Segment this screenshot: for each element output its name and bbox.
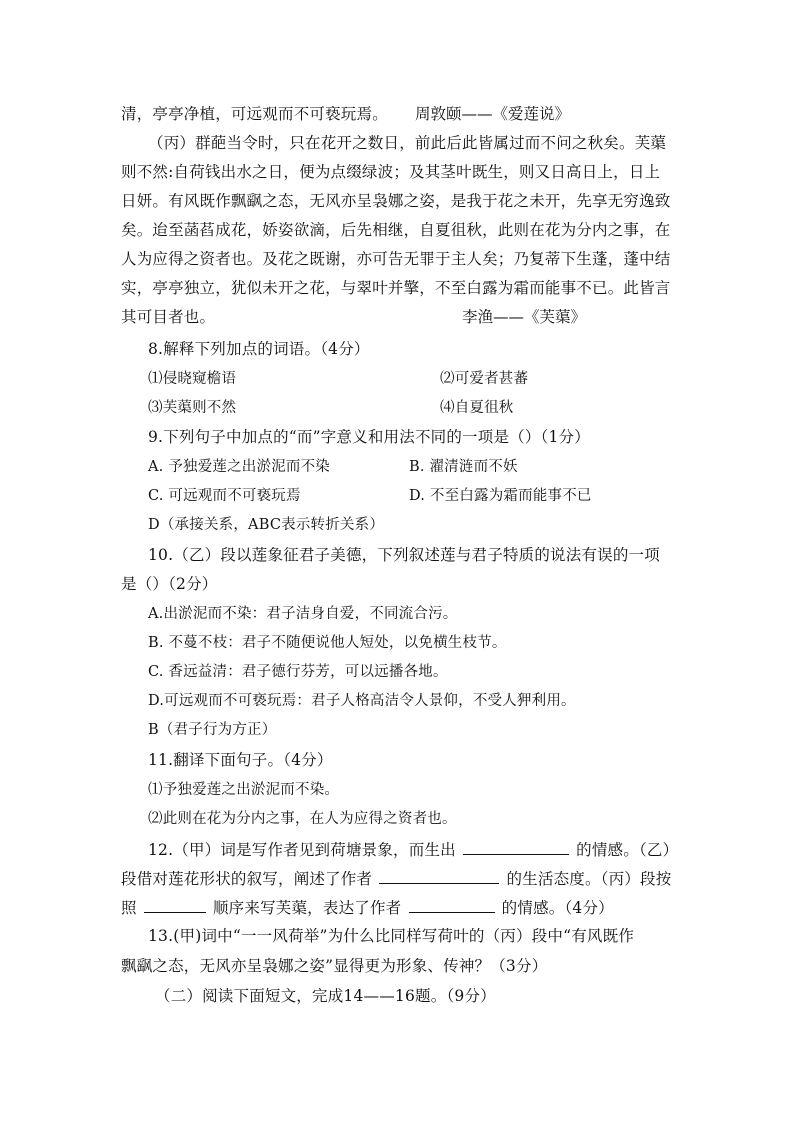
passage-line-8: 其可目者也。 bbox=[121, 308, 216, 326]
question-12-text-5: 照 bbox=[121, 899, 137, 917]
question-12-line-3 bbox=[121, 897, 614, 918]
question-9-option-b: B. 濯清涟而不妖 bbox=[409, 459, 518, 475]
question-10-option-a: A.出淤泥而不染：君子洁身自爱，不同流合污。 bbox=[148, 606, 458, 622]
answer-blank-1[interactable] bbox=[463, 839, 569, 855]
question-9-answer: D（承接关系，ABC表示转折关系） bbox=[148, 517, 385, 533]
question-8: 8.解释下列加点的词语。（4分） bbox=[148, 340, 370, 358]
question-13-line-2: 飘飖之态，无风亦呈袅娜之姿”显得更为形象、传神？（3分） bbox=[121, 957, 548, 975]
passage-line-7: 实，亭亭独立，犹似未开之花，与翠叶并擎，不至白露为霜而能事不已。此皆言 bbox=[121, 279, 671, 297]
source-attribution-1: 周敦颐——《爱莲说》 bbox=[415, 105, 571, 123]
question-12-text-3: 段借对莲花形状的叙写，阐述了作者 bbox=[121, 870, 373, 888]
question-12-text-1: 12.（甲）词是写作者见到荷塘景象，而生出 bbox=[148, 841, 456, 859]
question-10: 10.（乙）段以莲象征君子美德，下列叙述莲与君子特质的说法有误的一项 bbox=[148, 546, 660, 564]
question-12-line-1 bbox=[148, 839, 678, 860]
question-11-item-2: ⑵此则在花为分内之事，在人为应得之资者也。 bbox=[148, 811, 457, 827]
question-8-item-4: ⑷自夏徂秋 bbox=[440, 400, 514, 416]
passage-line-5: 矣。迨至菡萏成花，娇姿欲滴，后先相继，自夏徂秋，此则在花为分内之事，在 bbox=[121, 221, 671, 239]
question-12-text-7: 的情感。（4分） bbox=[501, 899, 614, 917]
passage-line-3: 则不然:自荷钱出水之日，便为点缀绿波；及其茎叶既生，则又日高日上，日上 bbox=[121, 163, 661, 181]
passage-line-1: 清，亭亭净植，可远观而不可亵玩焉。 bbox=[121, 105, 388, 123]
question-11-item-1: ⑴予独爱莲之出淤泥而不染。 bbox=[148, 782, 340, 798]
question-12-text-2: 的情感。（乙） bbox=[576, 841, 679, 859]
question-10-option-c: C. 香远益清：君子德行芬芳，可以远播各地。 bbox=[148, 664, 448, 680]
passage-line-6: 人为应得之资者也。及花之既谢，亦可告无罪于主人矣；乃复蒂下生蓬，蓬中结 bbox=[121, 250, 671, 268]
answer-blank-4[interactable] bbox=[409, 897, 495, 913]
question-9: 9.下列句子中加点的“而”字意义和用法不同的一项是（）（1分） bbox=[148, 428, 590, 446]
question-9-option-c: C. 可远观而不可亵玩焉 bbox=[148, 488, 301, 504]
question-8-item-3: ⑶芙蕖则不然 bbox=[148, 400, 237, 416]
question-13-line-1: 13.(甲)词中“一一风荷举”为什么比同样写荷叶的（丙）段中“有风既作 bbox=[148, 927, 635, 945]
question-10-cont: 是（）（2分） bbox=[121, 575, 218, 593]
question-11: 11.翻译下面句子。（4分） bbox=[148, 751, 333, 769]
passage-line-2: （丙）群葩当令时，只在花开之数日，前此后此皆属过而不问之秋矣。芙蕖 bbox=[148, 134, 667, 152]
question-12-text-4: 的生活态度。（丙）段按 bbox=[506, 870, 672, 888]
question-12-line-2 bbox=[121, 868, 671, 889]
question-9-option-a: A. 予独爱莲之出淤泥而不染 bbox=[148, 459, 330, 475]
question-10-option-b: B. 不蔓不枝：君子不随便说他人短处，以免横生枝节。 bbox=[148, 635, 507, 651]
question-9-option-d: D. 不至白露为霜而能事不已 bbox=[409, 488, 592, 504]
answer-blank-3[interactable] bbox=[144, 897, 206, 913]
question-8-item-2: ⑵可爱者甚蕃 bbox=[440, 371, 529, 387]
source-attribution-2: 李渔——《芙蕖》 bbox=[462, 308, 587, 326]
answer-blank-2[interactable] bbox=[379, 868, 499, 884]
question-8-item-1: ⑴侵晓窥檐语 bbox=[148, 371, 237, 387]
question-10-answer: B（君子行为方正） bbox=[148, 722, 277, 738]
section-2-heading: （二）阅读下面短文，完成14——16题。（9分） bbox=[155, 987, 496, 1005]
question-10-option-d: D.可远观而不可亵玩焉：君子人格高洁令人景仰，不受人狎利用。 bbox=[148, 693, 576, 709]
passage-line-4: 日妍。有风既作飘飖之态，无风亦呈袅娜之姿，是我于花之未开，先享无穷逸致 bbox=[121, 192, 671, 210]
question-12-text-6: 顺序来写芙蕖，表达了作者 bbox=[212, 899, 402, 917]
